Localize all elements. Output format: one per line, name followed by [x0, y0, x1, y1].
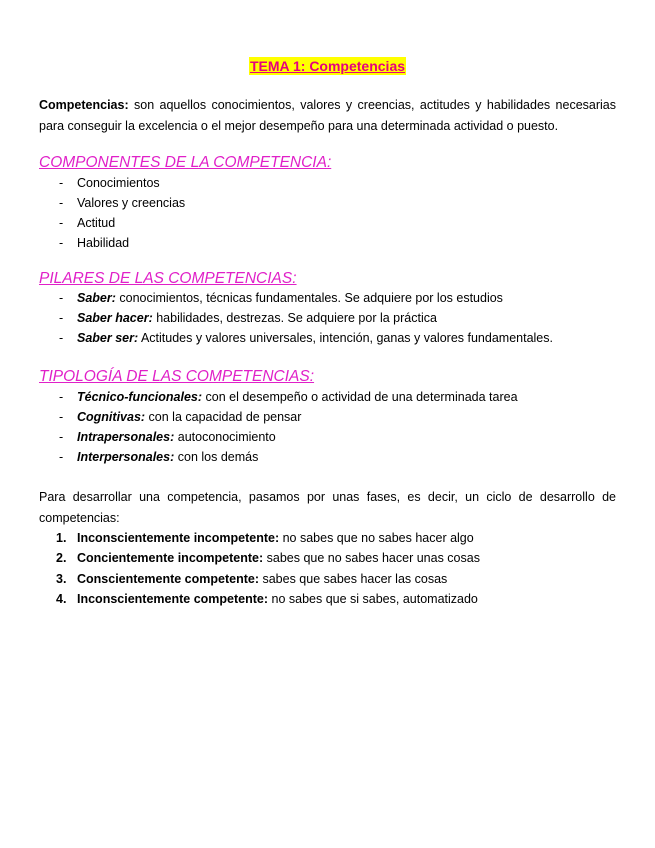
- fases-paragraph: Para desarrollar una competencia, pasamos por unas fases, es decir, un ciclo de desarrollo de competencias:: [39, 490, 616, 525]
- item-term: Inconscientemente competente:: [77, 591, 269, 606]
- item-number: 3.: [56, 571, 67, 586]
- item-number: 1.: [56, 531, 67, 545]
- item-term: Interpersonales:: [77, 450, 175, 464]
- dash-bullet: -: [59, 390, 64, 404]
- list-item: [39, 233, 185, 253]
- list-item: [39, 328, 553, 348]
- item-text: Actitudes y valores universales, intención, ganas y valores fundamentales.: [138, 331, 553, 345]
- list-item: [39, 387, 518, 407]
- list-componentes: [39, 173, 185, 253]
- item-text: con el desempeño o actividad de una determinada tarea: [202, 390, 518, 404]
- dash-bullet: -: [59, 291, 64, 305]
- item-text: con los demás: [174, 450, 259, 464]
- list-item: [39, 288, 553, 308]
- item-term: Conscientemente competente:: [77, 571, 259, 586]
- item-number: 4.: [56, 591, 67, 606]
- dash-bullet: -: [59, 430, 64, 444]
- item-text: Actitud: [77, 216, 116, 230]
- list-item: [39, 173, 185, 193]
- item-text: conocimientos, técnicas fundamentales. Se adquiere por los estudios: [115, 291, 503, 305]
- dash-bullet: -: [59, 331, 64, 345]
- dash-bullet: -: [59, 311, 64, 325]
- item-text: sabes que no sabes hacer unas cosas: [263, 551, 480, 566]
- item-text: autoconocimiento: [174, 430, 276, 444]
- item-text: Habilidad: [77, 236, 130, 250]
- item-text: no sabes que no sabes hacer algo: [279, 531, 474, 545]
- item-text: Valores y creencias: [77, 196, 186, 210]
- intro-term: Competencias:: [39, 98, 129, 112]
- item-term: Saber ser:: [77, 331, 139, 345]
- dash-bullet: -: [59, 176, 64, 190]
- heading-tipologia: TIPOLOGÍA DE LAS COMPETENCIAS:: [39, 368, 315, 385]
- list-item: [39, 548, 480, 568]
- item-text: Conocimientos: [77, 176, 160, 190]
- item-text: habilidades, destrezas. Se adquiere por la práctica: [152, 311, 437, 325]
- list-tipologia: [39, 387, 518, 467]
- list-item: [39, 447, 518, 467]
- item-number: 2.: [56, 551, 67, 566]
- list-item: [39, 308, 553, 328]
- item-text: con la capacidad de pensar: [145, 410, 302, 424]
- list-item: [39, 213, 185, 233]
- item-term: Saber:: [77, 291, 116, 305]
- item-term: Concientemente incompetente:: [77, 551, 264, 566]
- item-text: sabes que sabes hacer las cosas: [258, 571, 448, 586]
- list-item: [39, 427, 518, 447]
- intro-text: son aquellos conocimientos, valores y creencias, actitudes y habilidades necesarias para conseguir la excelencia o el mejor desempeño para una determinada actividad o puesto.: [39, 98, 616, 133]
- dash-bullet: -: [59, 216, 64, 230]
- list-item: [39, 407, 518, 427]
- list-fases: [39, 528, 480, 609]
- item-term: Cognitivas:: [77, 410, 146, 424]
- dash-bullet: -: [59, 410, 64, 424]
- item-term: Técnico-funcionales:: [77, 390, 203, 404]
- item-term: Saber hacer:: [77, 311, 153, 325]
- dash-bullet: -: [59, 196, 64, 210]
- dash-bullet: -: [59, 450, 64, 464]
- page-title: TEMA 1: Competencias: [249, 58, 406, 74]
- item-term: Intrapersonales:: [77, 430, 175, 444]
- list-pilares: [39, 288, 553, 348]
- list-item: [39, 589, 480, 609]
- list-item: [39, 528, 480, 548]
- title-wrapper: [0, 57, 655, 76]
- heading-componentes: COMPONENTES DE LA COMPETENCIA:: [39, 154, 332, 171]
- item-term: Inconscientemente incompetente:: [77, 531, 280, 545]
- dash-bullet: -: [59, 236, 64, 250]
- intro-paragraph: [39, 95, 616, 136]
- heading-pilares: PILARES DE LAS COMPETENCIAS:: [39, 270, 297, 287]
- list-item: [39, 193, 185, 213]
- list-item: [39, 569, 480, 589]
- item-text: no sabes que si sabes, automatizado: [268, 591, 478, 606]
